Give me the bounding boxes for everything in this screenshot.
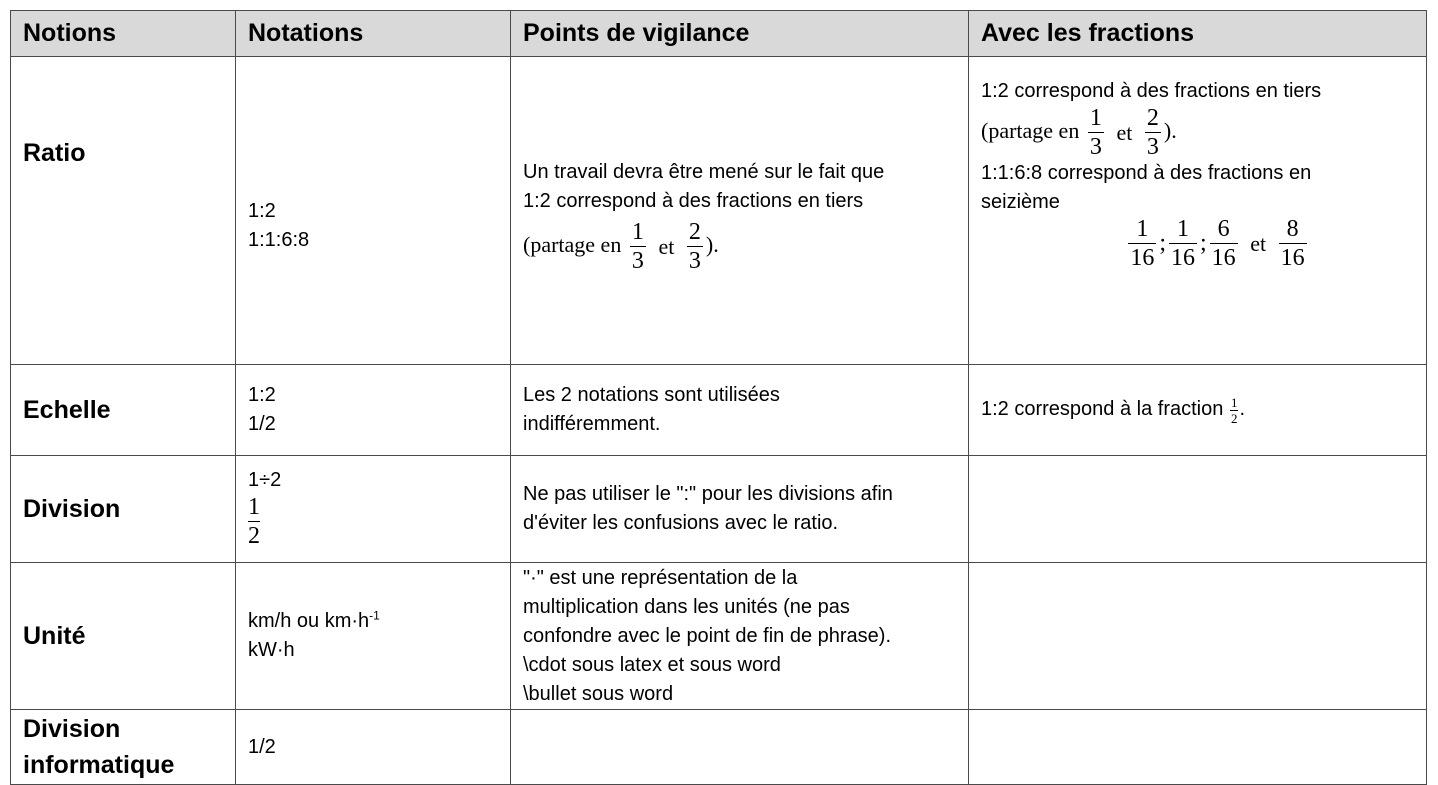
fraction-denominator: 16 xyxy=(1130,245,1155,271)
vigilance-text: Les 2 notations sont utilisées xyxy=(523,384,780,406)
formula-separator: ; xyxy=(1159,230,1166,256)
fractions-formula xyxy=(981,106,1414,159)
vigilance-text: Ne pas utiliser le ":" pour les divisions afin xyxy=(523,483,893,505)
vigilance-text: multiplication dans les unités (ne pas xyxy=(523,595,850,618)
table-row-ratio xyxy=(11,57,1427,365)
fraction-numerator: 2 xyxy=(1146,105,1159,131)
vigilance-text: Un travail devra être mené sur le fait que xyxy=(523,161,885,183)
fraction-denominator: 2 xyxy=(248,523,260,549)
fraction-denominator: 16 xyxy=(1211,245,1236,271)
fraction xyxy=(1145,106,1161,159)
notion-division: Division xyxy=(11,456,236,563)
notation-text xyxy=(248,607,498,636)
fraction-denominator: 3 xyxy=(1089,134,1102,160)
fraction xyxy=(1230,396,1239,425)
fractions-text: 1:1:6:8 correspond à des fractions en xyxy=(981,162,1312,184)
fractions-text: . xyxy=(1239,398,1245,421)
header-row xyxy=(11,11,1427,57)
formula-separator: ; xyxy=(1199,230,1207,256)
vigilance-text: indifféremment. xyxy=(523,413,661,435)
notation-text: kW·h xyxy=(248,639,295,661)
fraction-numerator: 1 xyxy=(1176,216,1189,242)
fraction xyxy=(687,220,703,273)
vigilance-echelle xyxy=(511,365,969,456)
header-fractions: Avec les fractions xyxy=(969,11,1427,57)
notation-text-main: km/h ou km·h xyxy=(248,610,370,632)
formula-text: (partage en xyxy=(981,117,1080,143)
formula-text: et xyxy=(658,234,675,259)
notations-division-informatique: 1/2 xyxy=(236,710,511,785)
vigilance-division-informatique xyxy=(511,710,969,785)
notion-echelle: Echelle xyxy=(11,365,236,456)
fractions-division-informatique xyxy=(969,710,1427,785)
vigilance-formula xyxy=(523,220,956,273)
fraction xyxy=(1088,106,1104,159)
notation-superscript: -1 xyxy=(369,608,380,623)
fractions-unite xyxy=(969,563,1427,710)
notation-text: 1÷2 xyxy=(248,469,282,491)
notion-text: informatique xyxy=(23,751,175,779)
notation-text: 1:1:6:8 xyxy=(248,228,310,251)
fraction-denominator: 3 xyxy=(1146,134,1159,160)
fraction-numerator: 1 xyxy=(1230,394,1238,410)
fraction xyxy=(248,495,260,548)
table-row-division-informatique xyxy=(11,710,1427,785)
fractions-ratio xyxy=(969,57,1427,365)
vigilance-unite xyxy=(511,563,969,710)
fractions-text: 1:2 correspond à la fraction xyxy=(981,398,1224,421)
vigilance-text: \cdot sous latex et sous word xyxy=(523,653,781,676)
fractions-echelle xyxy=(969,365,1427,456)
notion-text: Division xyxy=(23,715,121,743)
notations-division xyxy=(236,456,511,563)
fraction xyxy=(630,220,646,273)
fraction-denominator: 16 xyxy=(1280,245,1305,271)
fraction-denominator: 2 xyxy=(1230,410,1238,426)
vigilance-division xyxy=(511,456,969,563)
fraction-numerator: 1 xyxy=(1089,105,1102,131)
formula-text: ). xyxy=(1163,117,1177,143)
vigilance-text: "·" est une représentation de la xyxy=(523,566,798,589)
table-row-division xyxy=(11,456,1427,563)
fraction-numerator: 6 xyxy=(1217,216,1230,242)
notations-ratio xyxy=(236,57,511,365)
notion-unite: Unité xyxy=(11,563,236,710)
formula-text: et xyxy=(1250,231,1267,256)
fraction-numerator: 1 xyxy=(248,494,260,520)
fractions-text: 1:2 correspond à des fractions en tiers xyxy=(981,80,1322,102)
fraction-numerator: 1 xyxy=(1136,216,1149,242)
table-row-echelle xyxy=(11,365,1427,456)
fraction-denominator: 3 xyxy=(631,248,644,274)
fraction xyxy=(1128,217,1156,270)
formula-text: ). xyxy=(705,231,719,257)
formula-text: et xyxy=(1116,120,1133,145)
fraction-numerator: 2 xyxy=(688,219,701,245)
header-notions: Notions xyxy=(11,11,236,57)
fractions-division xyxy=(969,456,1427,563)
notations-unite xyxy=(236,563,511,710)
notation-text: 1/2 xyxy=(248,413,276,435)
fraction xyxy=(1279,217,1307,270)
fraction xyxy=(1169,217,1197,270)
sixteenths-formula xyxy=(981,217,1414,270)
fractions-text: seizième xyxy=(981,191,1060,213)
fraction-numerator: 8 xyxy=(1286,216,1299,242)
formula-text: (partage en xyxy=(523,231,622,257)
notation-text: 1:2 xyxy=(248,384,276,406)
header-vigilance: Points de vigilance xyxy=(511,11,969,57)
vigilance-text: d'éviter les confusions avec le ratio. xyxy=(523,512,839,534)
vigilance-ratio xyxy=(511,57,969,365)
vigilance-text: confondre avec le point de fin de phrase). xyxy=(523,624,892,647)
header-notations: Notations xyxy=(236,11,511,57)
notion-ratio: Ratio xyxy=(11,57,236,365)
notation-text: 1:2 xyxy=(248,199,276,222)
notions-table xyxy=(10,10,1427,785)
notations-echelle xyxy=(236,365,511,456)
vigilance-text: \bullet sous word xyxy=(523,682,674,705)
fraction-numerator: 1 xyxy=(631,219,644,245)
fraction xyxy=(1210,217,1238,270)
vigilance-text: 1:2 correspond à des fractions en tiers xyxy=(523,190,864,212)
fraction-denominator: 16 xyxy=(1170,245,1195,271)
table-row-unite xyxy=(11,563,1427,710)
fraction-denominator: 3 xyxy=(688,248,701,274)
notion-division-informatique xyxy=(11,710,236,785)
